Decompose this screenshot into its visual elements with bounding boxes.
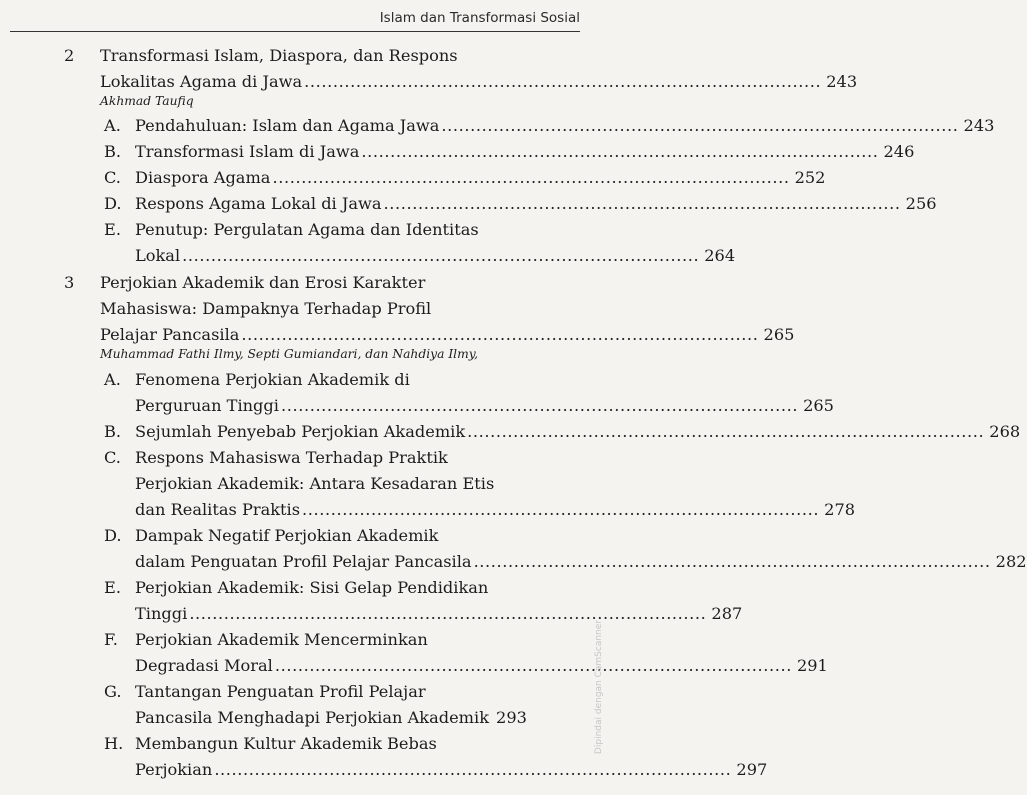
ch2-section-b-letter: B. <box>104 142 122 161</box>
ch3-section-f-title-line1: Perjokian Akademik Mencerminkan <box>135 630 428 649</box>
ch2-section-b <box>135 142 915 161</box>
chapter-3-page: 265 <box>763 325 795 344</box>
ch2-section-a <box>135 116 995 135</box>
ch3-section-g <box>135 708 527 727</box>
ch3-section-e-title-line1: Perjokian Akademik: Sisi Gelap Pendidikan <box>135 578 489 597</box>
leader-dots: .......................................................................................... <box>272 168 790 187</box>
ch3-section-h-title-line1: Membangun Kultur Akademik Bebas <box>135 734 437 753</box>
ch3-section-a-title-line2: Perguruan Tinggi <box>135 396 279 415</box>
ch3-section-a <box>135 396 834 415</box>
leader-dots: .......................................................................................... <box>361 142 879 161</box>
ch2-section-c <box>135 168 826 187</box>
ch2-section-e-title-line2: Lokal <box>135 246 181 265</box>
ch3-section-c-title-line1: Respons Mahasiswa Terhadap Praktik <box>135 448 448 467</box>
leader-dots: .......................................................................................... <box>182 246 700 265</box>
ch2-section-e <box>135 246 736 265</box>
leader-dots: .......................................................................................... <box>473 552 991 571</box>
leader-dots: .......................................................................................... <box>189 604 707 623</box>
ch3-section-e-title-line2: Tinggi <box>135 604 188 623</box>
chapter-2-page: 243 <box>826 72 858 91</box>
leader-dots: .......................................................................................... <box>383 194 901 213</box>
leader-dots: .......................................................................................... <box>241 325 759 344</box>
ch3-section-d-title-line1: Dampak Negatif Perjokian Akademik <box>135 526 439 545</box>
ch3-section-d-letter: D. <box>104 526 122 545</box>
leader-dots: .......................................................................................... <box>302 500 820 519</box>
ch3-section-b-letter: B. <box>104 422 122 441</box>
chapter-2-title-line1: Transformasi Islam, Diaspora, dan Respons <box>100 46 458 65</box>
ch2-section-e-title-line1: Penutup: Pergulatan Agama dan Identitas <box>135 220 479 239</box>
leader-dots: .......................................................................................... <box>214 760 732 779</box>
ch3-section-h-page: 297 <box>736 760 768 779</box>
ch3-section-g-letter: G. <box>104 682 122 701</box>
running-head: Islam dan Transformasi Sosial <box>379 10 580 26</box>
chapter-2-title-row <box>100 72 858 91</box>
ch3-section-f-title-line2: Degradasi Moral <box>135 656 273 675</box>
ch2-section-b-page: 246 <box>883 142 915 161</box>
ch3-section-f-page: 291 <box>796 656 828 675</box>
chapter-3-title-line3: Pelajar Pancasila <box>100 325 240 344</box>
chapter-3-author: Muhammad Fathi Ilmy, Septi Gumiandari, dan Nahdiya Ilmy, <box>100 347 478 361</box>
ch3-section-h-letter: H. <box>104 734 124 753</box>
ch3-section-c-letter: C. <box>104 448 121 467</box>
ch3-section-g-title-line1: Tantangan Penguatan Profil Pelajar <box>135 682 426 701</box>
ch3-section-c-page: 278 <box>824 500 856 519</box>
ch2-section-d-title: Respons Agama Lokal di Jawa <box>135 194 382 213</box>
ch3-section-d-title-line2: dalam Penguatan Profil Pelajar Pancasila <box>135 552 472 571</box>
ch3-section-h <box>135 760 768 779</box>
ch2-section-e-page: 264 <box>704 246 736 265</box>
ch3-section-b-title: Sejumlah Penyebab Perjokian Akademik <box>135 422 466 441</box>
chapter-3-number: 3 <box>64 273 75 292</box>
leader-dots: .......................................................................................... <box>441 116 959 135</box>
ch3-section-e <box>135 604 743 623</box>
ch3-section-g-title-line2: Pancasila Menghadapi Perjokian Akademik <box>135 708 490 727</box>
ch3-section-g-page: 293 <box>496 708 527 727</box>
ch2-section-c-letter: C. <box>104 168 121 187</box>
ch2-section-c-page: 252 <box>794 168 826 187</box>
chapter-2-title-line2: Lokalitas Agama di Jawa <box>100 72 303 91</box>
ch3-section-b-page: 268 <box>989 422 1021 441</box>
ch3-section-d-page: 282 <box>995 552 1027 571</box>
ch2-section-a-title: Pendahuluan: Islam dan Agama Jawa <box>135 116 440 135</box>
ch3-section-e-page: 287 <box>711 604 743 623</box>
ch3-section-c-title-line3: dan Realitas Praktis <box>135 500 301 519</box>
chapter-2-number: 2 <box>64 46 75 65</box>
chapter-3-title-row <box>100 325 795 344</box>
ch3-section-e-letter: E. <box>104 578 121 597</box>
scanner-watermark: Dipindai dengan CamScanner <box>594 620 604 755</box>
ch2-section-e-letter: E. <box>104 220 121 239</box>
ch2-section-b-title: Transformasi Islam di Jawa <box>135 142 360 161</box>
ch2-section-d <box>135 194 937 213</box>
leader-dots: .......................................................................................... <box>280 396 799 415</box>
ch3-section-c-title-line2: Perjokian Akademik: Antara Kesadaran Etis <box>135 474 495 493</box>
ch3-section-c <box>135 500 856 519</box>
chapter-3-title-line2: Mahasiswa: Dampaknya Terhadap Profil <box>100 299 432 318</box>
ch2-section-d-letter: D. <box>104 194 122 213</box>
ch3-section-b <box>135 422 1021 441</box>
ch2-section-a-page: 243 <box>963 116 995 135</box>
ch3-section-f-letter: F. <box>104 630 118 649</box>
leader-dots: .......................................................................................... <box>274 656 792 675</box>
ch3-section-a-title-line1: Fenomena Perjokian Akademik di <box>135 370 410 389</box>
ch2-section-c-title: Diaspora Agama <box>135 168 271 187</box>
leader-dots: .......................................................................................... <box>304 72 822 91</box>
ch2-section-d-page: 256 <box>905 194 937 213</box>
ch3-section-d <box>135 552 1027 571</box>
ch3-section-a-letter: A. <box>104 370 121 389</box>
chapter-3-title-line1: Perjokian Akademik dan Erosi Karakter <box>100 273 426 292</box>
ch3-section-a-page: 265 <box>803 396 834 415</box>
leader-dots: .......................................................................................... <box>467 422 985 441</box>
chapter-2-author: Akhmad Taufiq <box>100 94 194 108</box>
ch3-section-h-title-line2: Perjokian <box>135 760 213 779</box>
ch2-section-a-letter: A. <box>104 116 121 135</box>
ch3-section-f <box>135 656 828 675</box>
header-rule <box>10 31 580 32</box>
